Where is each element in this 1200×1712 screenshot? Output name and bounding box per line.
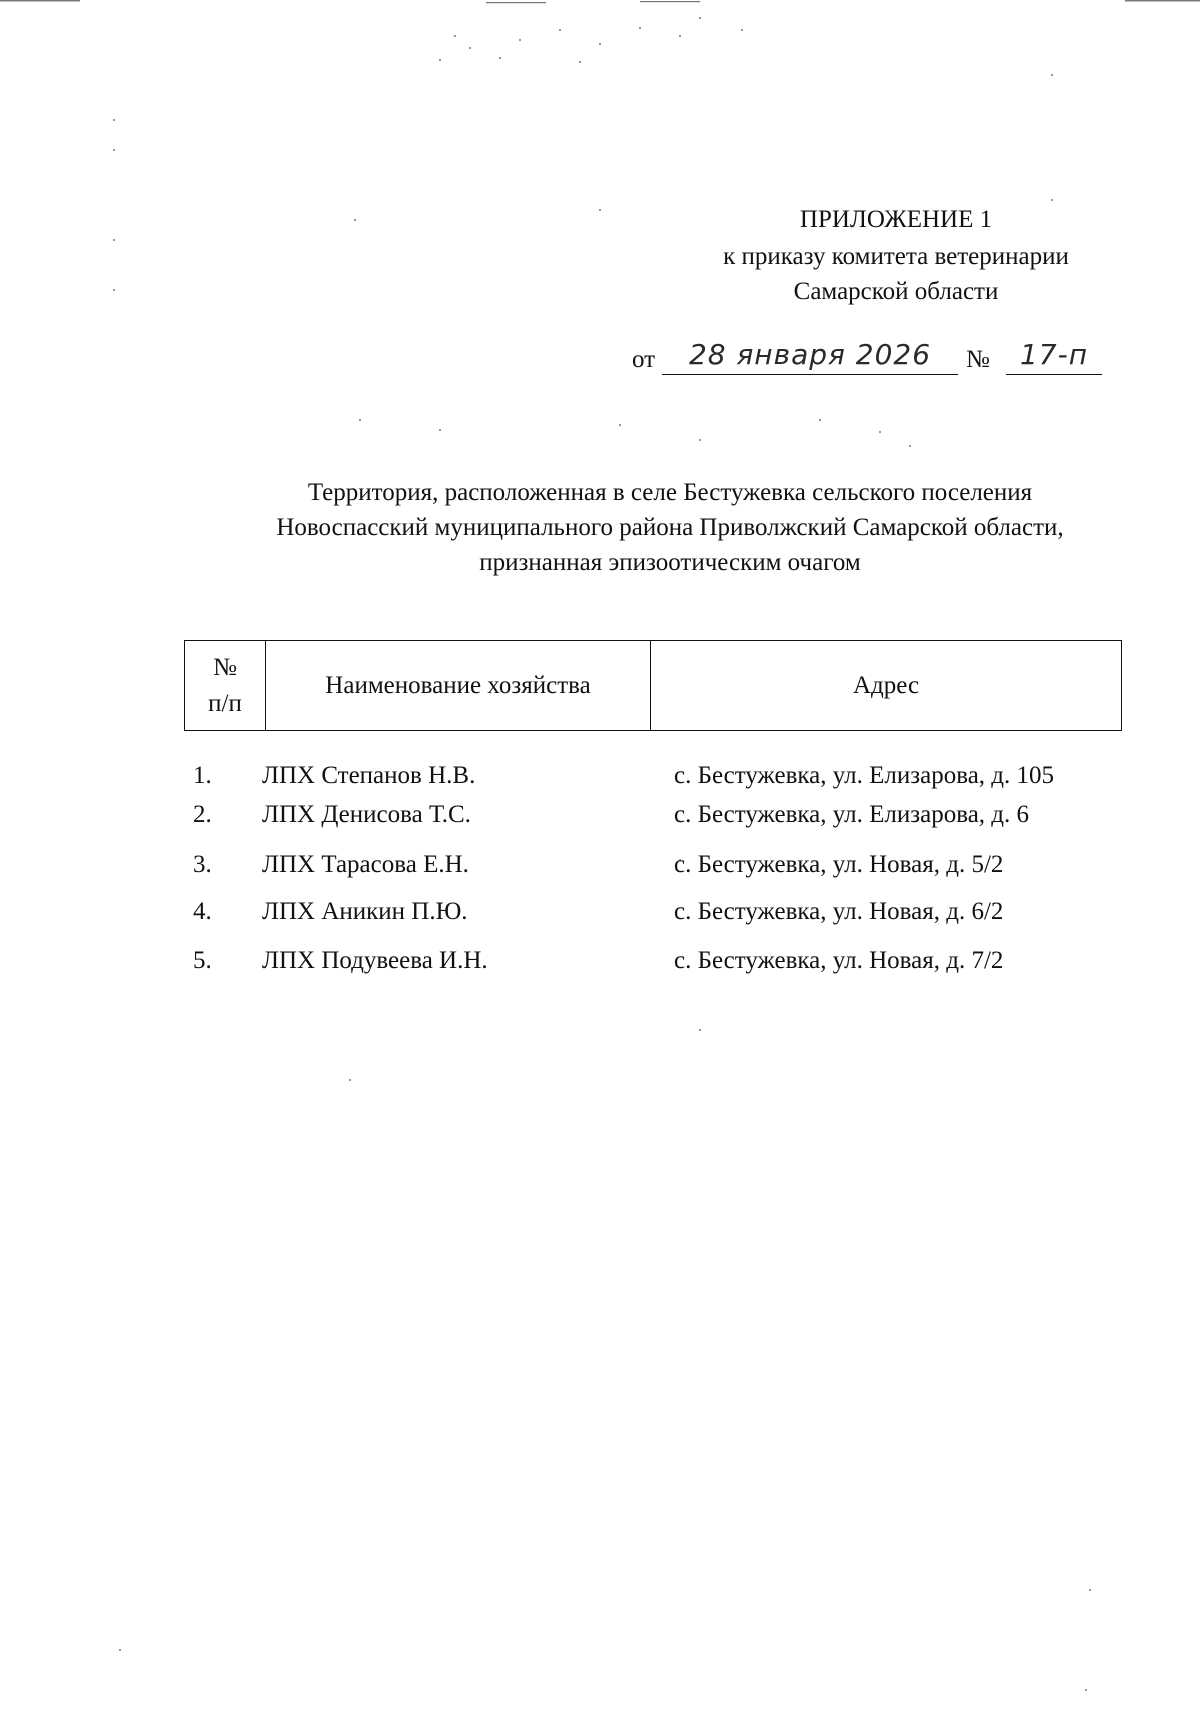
document-title-line1: Территория, расположенная в селе Бестужевка сельского поселения (307, 479, 1033, 506)
row-farm-name: ЛПХ Аникин П.Ю. (262, 898, 468, 925)
table-row (0, 898, 1200, 934)
row-number: 2. (193, 801, 212, 828)
appendix-title: ПРИЛОЖЕНИЕ 1 (799, 206, 993, 233)
order-reference (632, 336, 1102, 378)
row-address: с. Бестужевка, ул. Новая, д. 7/2 (674, 947, 1004, 974)
row-address: с. Бестужевка, ул. Новая, д. 5/2 (674, 851, 1004, 878)
row-number: 5. (193, 947, 212, 974)
row-address: с. Бестужевка, ул. Елизарова, д. 105 (674, 762, 1055, 789)
row-number: 3. (193, 851, 212, 878)
document-title-line3: признанная эпизоотическим очагом (479, 549, 861, 576)
table-row (0, 762, 1200, 798)
row-number: 4. (193, 898, 212, 925)
row-farm-name: ЛПХ Денисова Т.С. (262, 801, 471, 828)
document-title-line2: Новоспасский муниципального района Приволжский Самарской области, (276, 514, 1064, 541)
appendix-subtitle-line1: к приказу комитета ветеринарии (723, 243, 1069, 270)
table-row (0, 947, 1200, 983)
order-date-underline (662, 374, 958, 375)
order-number-label: № (966, 346, 990, 373)
header-number-line1: № (213, 653, 237, 681)
row-farm-name: ЛПХ Подувеева И.Н. (262, 947, 488, 974)
table-row (0, 801, 1200, 837)
row-number: 1. (193, 762, 212, 789)
header-address-cell: Адрес (651, 641, 1122, 731)
row-farm-name: ЛПХ Степанов Н.В. (262, 762, 476, 789)
order-number-underline (1006, 374, 1102, 375)
order-number-handwritten: 17-п (1019, 338, 1089, 371)
table-header (184, 640, 1122, 731)
row-address: с. Бестужевка, ул. Елизарова, д. 6 (674, 801, 1030, 828)
appendix-subtitle-line2: Самарской области (793, 278, 999, 305)
header-number-line2: п/п (208, 689, 242, 717)
table-row (0, 851, 1200, 887)
table-header-row (185, 641, 1122, 731)
order-date-handwritten: 28 января 2026 (688, 338, 932, 371)
order-date-label: от (632, 346, 656, 373)
header-number-cell (185, 641, 266, 731)
header-name-cell: Наименование хозяйства (266, 641, 651, 731)
document-title (140, 475, 1200, 580)
row-farm-name: ЛПХ Тарасова Е.Н. (262, 851, 469, 878)
row-address: с. Бестужевка, ул. Новая, д. 6/2 (674, 898, 1004, 925)
